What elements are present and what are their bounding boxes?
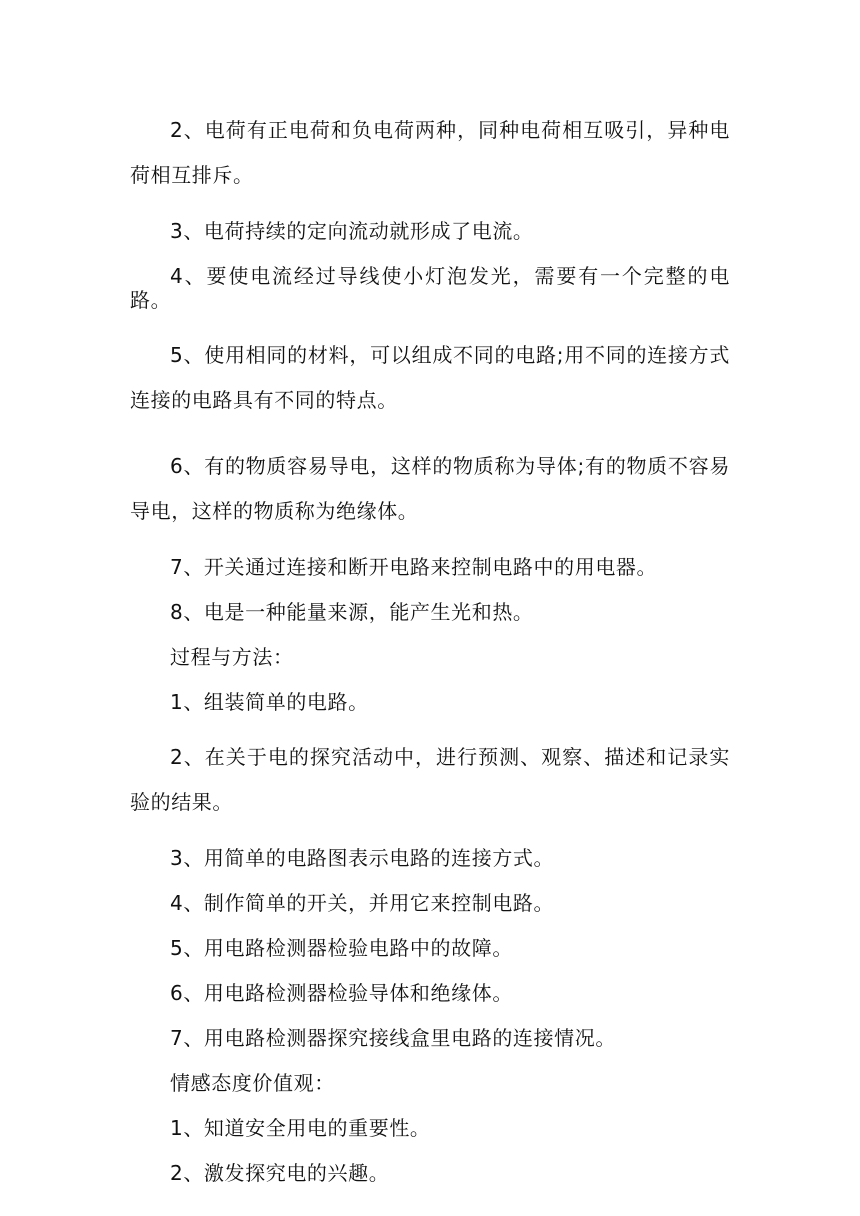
paragraph-inquiry-activities: 2、在关于电的探究活动中，进行预测、观察、描述和记录实验的结果。 <box>130 745 730 814</box>
paragraph-junction-box: 7、用电路检测器探究接线盒里电路的连接情况。 <box>170 1026 616 1050</box>
paragraph-current: 3、电荷持续的定向流动就形成了电流。 <box>170 219 534 243</box>
paragraph-test-conductors: 6、用电路检测器检验导体和绝缘体。 <box>170 981 513 1005</box>
paragraph-different-circuits: 5、使用相同的材料，可以组成不同的电路;用不同的连接方式连接的电路具有不同的特点。 <box>130 343 730 412</box>
paragraph-energy: 8、电是一种能量来源，能产生光和热。 <box>170 600 534 624</box>
paragraph-assemble-circuit: 1、组装简单的电路。 <box>170 690 369 714</box>
paragraph-detect-faults: 5、用电路检测器检验电路中的故障。 <box>170 936 513 960</box>
paragraph-interest: 2、激发探究电的兴趣。 <box>170 1161 390 1185</box>
paragraph-conductors: 6、有的物质容易导电，这样的物质称为导体;有的物质不容易导电，这样的物质称为绝缘体。 <box>130 454 730 523</box>
document-body <box>130 108 730 1206</box>
paragraph-circuit-diagram: 3、用简单的电路图表示电路的连接方式。 <box>170 846 555 870</box>
paragraph-switch: 7、开关通过连接和断开电路来控制电路中的用电器。 <box>170 555 658 579</box>
paragraph-electrical-safety: 1、知道安全用电的重要性。 <box>170 1116 431 1140</box>
paragraph-make-switch: 4、制作简单的开关，并用它来控制电路。 <box>170 891 555 915</box>
paragraph-charge-types: 2、电荷有正电荷和负电荷两种，同种电荷相互吸引，异种电荷相互排斥。 <box>130 118 730 187</box>
paragraph-complete-circuit: 4、要使电流经过导线使小灯泡发光，需要有一个完整的电路。 <box>130 264 730 312</box>
section-heading-attitudes-values: 情感态度价值观： <box>170 1071 335 1095</box>
section-heading-process-methods: 过程与方法： <box>170 645 294 669</box>
